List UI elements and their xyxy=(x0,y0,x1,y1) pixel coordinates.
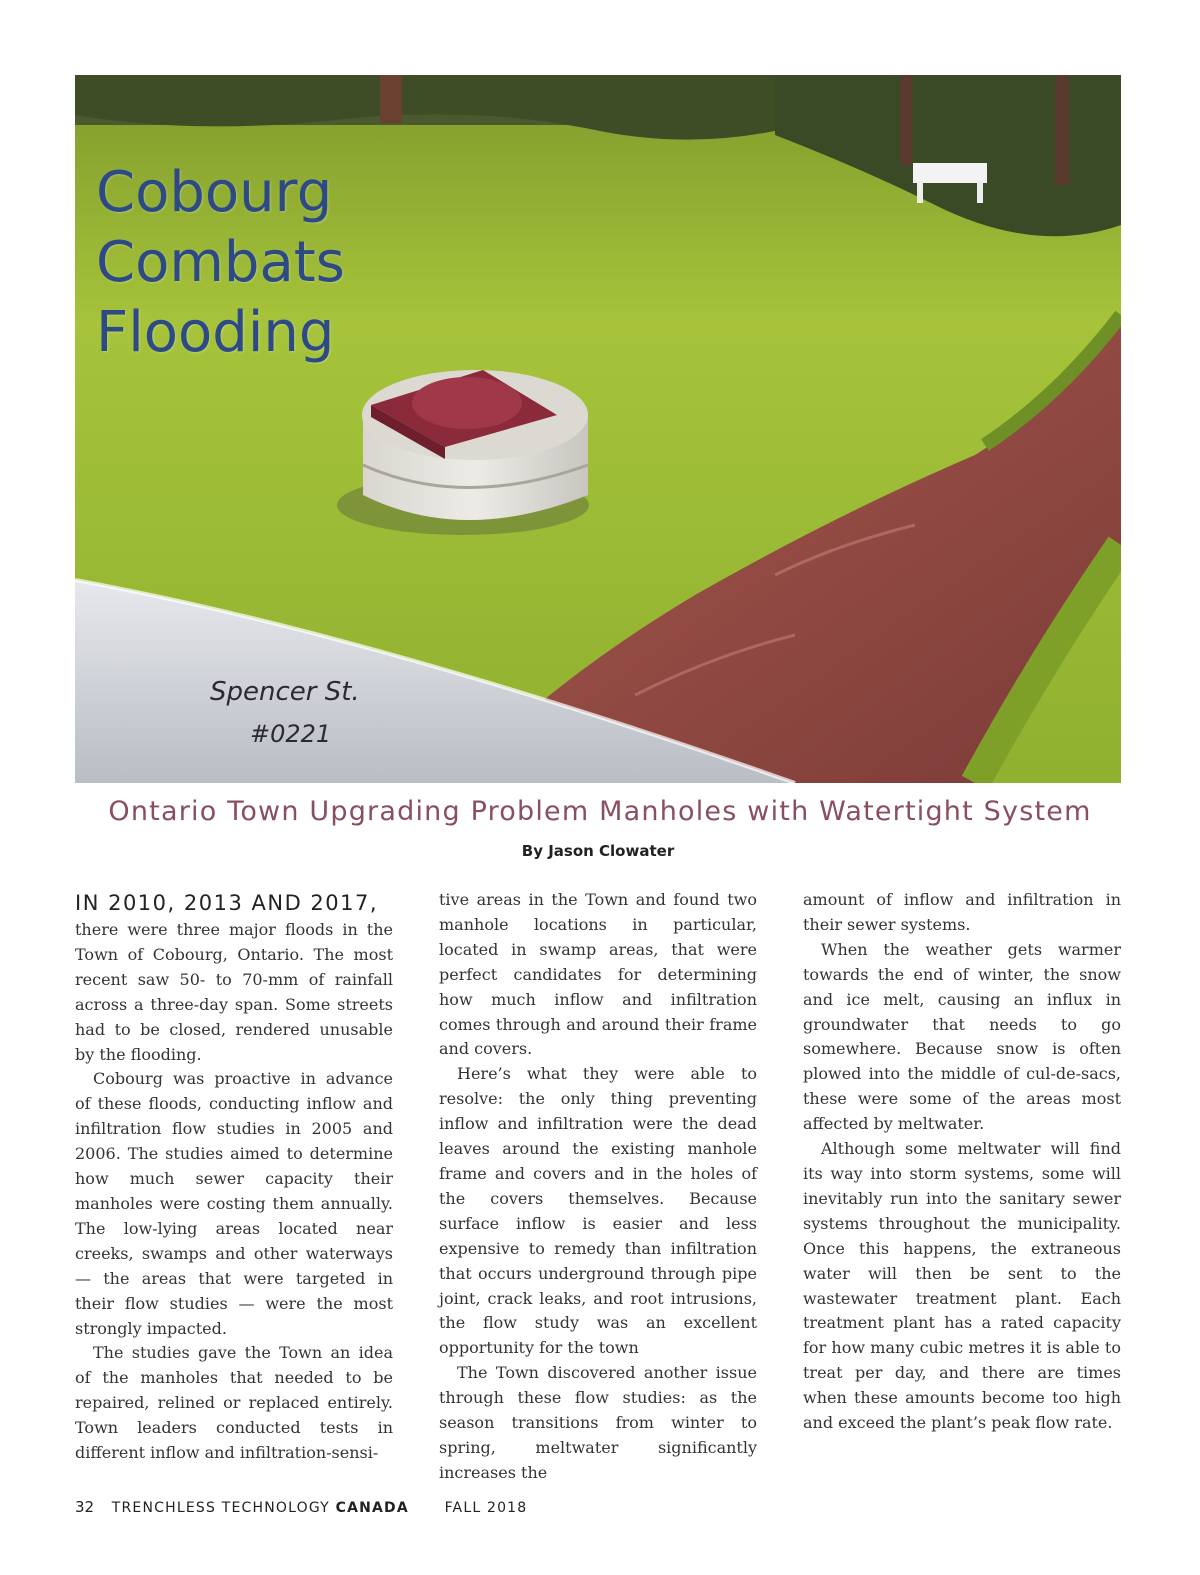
handwriting-line-2: #0221 xyxy=(250,720,332,748)
headline-line-1: Cobourg xyxy=(96,160,333,225)
paragraph: Here’s what they were able to resolve: the only thing preventing inflow and infiltration were the dead leaves around the existing manhole frame and covers and in the holes of the covers themselves. Because surface inflow is easier and less expensive to remedy than infiltration that occurs underground through pipe joint, crack leaks, and root intrusions, the flow study was an excellent opportunity for the town xyxy=(439,1064,757,1358)
page-footer xyxy=(75,1498,527,1516)
paragraph: Although some meltwater will find its way into storm systems, some will inevitably run into the sanitary sewer systems throughout the municipality. Once this happens, the extraneous water will then be sent to the wastewater treatment plant. Each treatment plant has a rated capacity for how many cubic metres it is able to treat per day, and there are times when these amounts become too high and exceed the plant’s peak flow rate. xyxy=(803,1139,1121,1433)
page-number: 32 xyxy=(75,1498,95,1516)
paragraph: Cobourg was proactive in advance of these floods, conducting inflow and infiltration flow studies in 2005 and 2006. The studies aimed to determine how much sewer capacity their manholes were costing them annually. The low-lying areas located near creeks, swamps and other waterways — the areas that were targeted in their flow studies — were the most strongly impacted. xyxy=(75,1069,393,1338)
paragraph: there were three major floods in the Town of Cobourg, Ontario. The most recent saw 50- to 70-mm of rainfall across a three-day span. Some streets had to be closed, rendered unusable by the flooding. xyxy=(75,920,393,1064)
magazine-name-bold: CANADA xyxy=(335,1500,409,1516)
paragraph: amount of inflow and infiltration in their sewer systems. xyxy=(803,890,1121,934)
handwriting-line-1: Spencer St. xyxy=(210,677,360,707)
article-subtitle: Ontario Town Upgrading Problem Manholes with Watertight System xyxy=(108,796,1092,827)
text-column-2 xyxy=(439,888,757,1486)
issue-date: FALL 2018 xyxy=(444,1500,528,1516)
text-column-1 xyxy=(75,888,393,1466)
text-column-3 xyxy=(803,888,1121,1436)
headline-line-2: Combats xyxy=(96,230,345,295)
paragraph: When the weather gets warmer towards the end of winter, the snow and ice melt, causing an influx in groundwater that needs to go somewhere. Because snow is often plowed into the middle of cul-de-sacs, these were some of the areas most affected by meltwater. xyxy=(803,939,1121,1134)
article-headline xyxy=(96,158,345,368)
paragraph: The studies gave the Town an idea of the manholes that needed to be repaired, relined or replaced entirely. Town leaders conducted tests in different inflow and infiltration-sensi- xyxy=(75,1343,393,1463)
article-byline: By Jason Clowater xyxy=(521,842,675,860)
lead-in: IN 2010, 2013 AND 2017, xyxy=(75,891,379,915)
headline-line-3: Flooding xyxy=(96,300,335,365)
magazine-name: TRENCHLESS TECHNOLOGY xyxy=(111,1500,330,1516)
paragraph: The Town discovered another issue through these flow studies: as the season transitions from winter to spring, meltwater significantly increases the xyxy=(439,1363,757,1482)
paragraph: tive areas in the Town and found two manhole locations in particular, located in swamp areas, that were perfect candidates for determining how much inflow and infiltration comes through and around their frame and covers. xyxy=(439,890,757,1059)
